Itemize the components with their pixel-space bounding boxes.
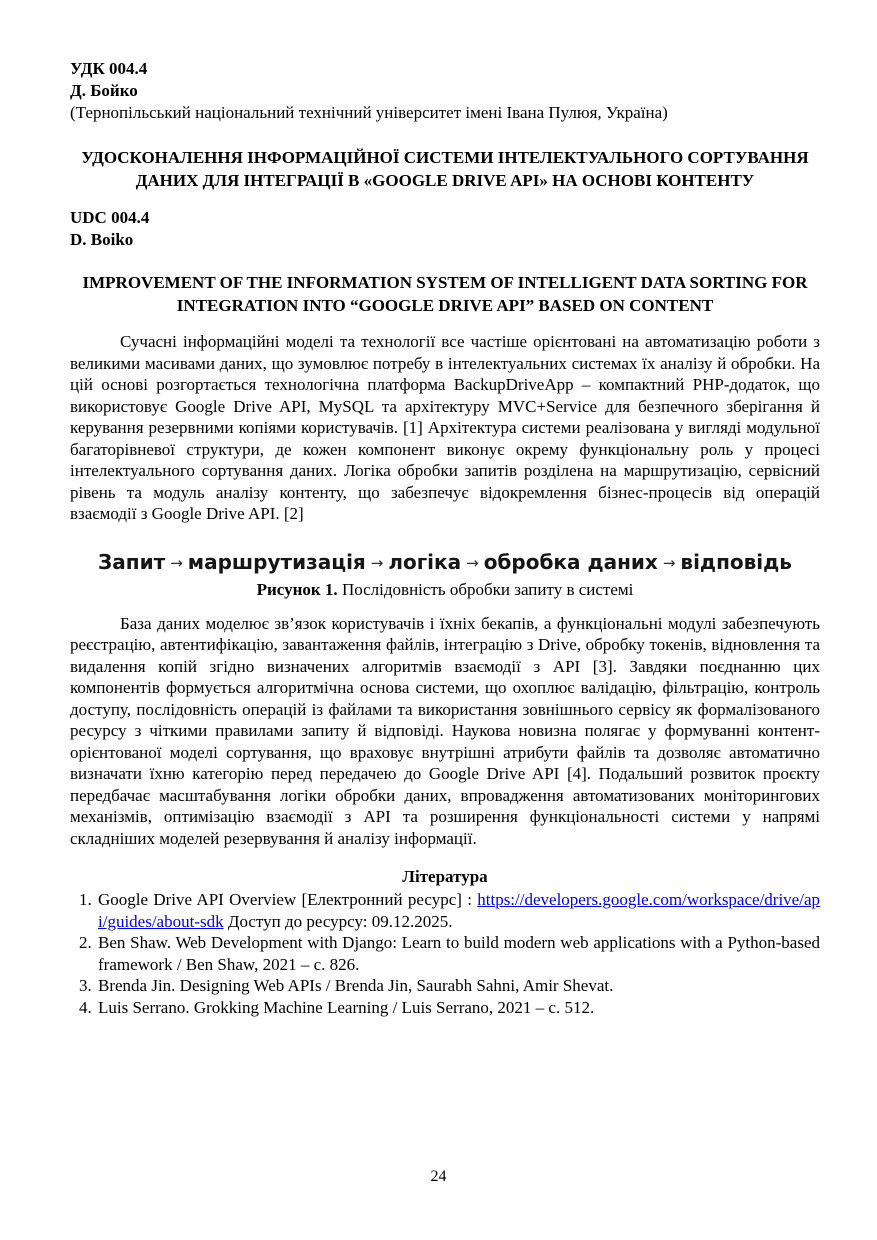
header-english [70, 207, 820, 251]
pipeline-step: обробка даних [483, 549, 658, 574]
references-heading: Література [402, 867, 488, 886]
author-name-uk: Д. Бойко [70, 81, 138, 100]
figure-pipeline [70, 550, 820, 574]
udk-number: УДК 004.4 [70, 59, 148, 78]
figure-caption-text: Послідовність обробки запиту в системі [337, 579, 634, 599]
references-list [70, 889, 820, 1018]
reference-item [96, 889, 820, 932]
arrow-right-icon: → [170, 553, 183, 572]
reference-item: 3. Brenda Jin. Designing Web APIs / Brenda Jin, Saurabh Sahni, Amir Shevat. [96, 975, 820, 997]
header-ukrainian [70, 58, 820, 124]
pipeline-step: логіка [388, 549, 462, 574]
reference-item: 2. Ben Shaw. Web Development with Django: Learn to build modern web applications with a Python-based framework / Ben Shaw, 2021 – с. 826. [96, 932, 820, 975]
udc-number: UDC 004.4 [70, 208, 150, 227]
page-number: 24 [430, 1168, 447, 1185]
title-ukrainian: УДОСКОНАЛЕННЯ ІНФОРМАЦІЙНОЇ СИСТЕМИ ІНТЕЛЕКТУАЛЬНОГО СОРТУВАННЯ ДАНИХ ДЛЯ ІНТЕГРАЦІЇ В «GOOGLE DRIVE API» НА ОСНОВІ КОНТЕНТУ [81, 148, 809, 190]
reference-text-pre: Google Drive API Overview [Електронний ресурс] : [98, 890, 478, 909]
affiliation: (Тернопільський національний технічний університет імені Івана Пулюя, Україна) [70, 103, 668, 122]
reference-link[interactable]: https://developers.google.com/workspace/drive/api/guides/about-sdk [98, 890, 820, 931]
arrow-right-icon: → [662, 553, 676, 572]
author-name-en: D. Boiko [70, 230, 134, 249]
paragraph-main: База даних моделює зв’язок користувачів і їхніх бекапів, а функціональні модулі забезпечують реєстрацію, автентифікацію, завантаження файлів, інтеграцію з Drive, обробку токенів, відновлення та видалення копій згідно визначених алгоритмів взаємодії з API [3]. Завдяки поєднанню цих компонентів формується алгоритмічна основа системи, що охоплює валідацію, фільтрацію, контроль доступу, послідовність операцій із файлами та використання зовнішнього сервісу як формалізованого ресурсу з чіткими правилами запиту й відповіді. Наукова новизна полягає у формуванні контент-орієнтованої моделі сортування, що враховує внутрішні атрибути файлів та дозволяє автоматично визначати їхню категорію перед передачею до Google Drive API [4]. Подальший розвиток проєкту передбачає масштабування логіки обробки даних, впровадження автоматизованих моніторингових механізмів, оптимізацію взаємодії з API та розширення функціональності системи у напрямі складніших моделей резервування й аналізу інформації. [70, 613, 820, 848]
pipeline-step: відповідь [680, 549, 792, 574]
title-english: IMPROVEMENT OF THE INFORMATION SYSTEM OF INTELLIGENT DATA SORTING FOR INTEGRATION INTO “GOOGLE DRIVE API” BASED ON CONTENT [82, 273, 808, 315]
arrow-right-icon: → [466, 553, 479, 572]
pipeline-step: маршрутизація [187, 549, 366, 574]
paragraph-intro: Сучасні інформаційні моделі та технології все частіше орієнтовані на автоматизацію роботи з великими масивами даних, що зумовлює потребу в інтелектуальних системах їх аналізу й обробки. На цій основі розгортається технологічна платформа BackupDriveApp – компактний PHP-додаток, що використовує Google Drive API, MySQL та архітектуру MVC+Service для безпечного зберігання й керування резервними копіями користувачів. [1] Архітектура системи реалізована у вигляді модульної багаторівневої структури, де кожен компонент виконує окрему функціональну роль у процесі інтелектуального сортування даних. Логіка обробки запитів розділена на маршрутизацію, сервісний рівень та модуль аналізу контенту, що забезпечує відокремлення бізнес-процесів від операцій взаємодії з Google Drive API. [2] [70, 332, 820, 523]
arrow-right-icon: → [370, 553, 384, 572]
reference-text-post: Доступ до ресурсу: 09.12.2025. [223, 911, 453, 931]
figure-caption-label: Рисунок 1. [256, 579, 338, 599]
pipeline-step: Запит [98, 549, 166, 574]
reference-item: 4. Luis Serrano. Grokking Machine Learning / Luis Serrano, 2021 – с. 512. [96, 997, 820, 1019]
figure-caption [70, 579, 820, 601]
